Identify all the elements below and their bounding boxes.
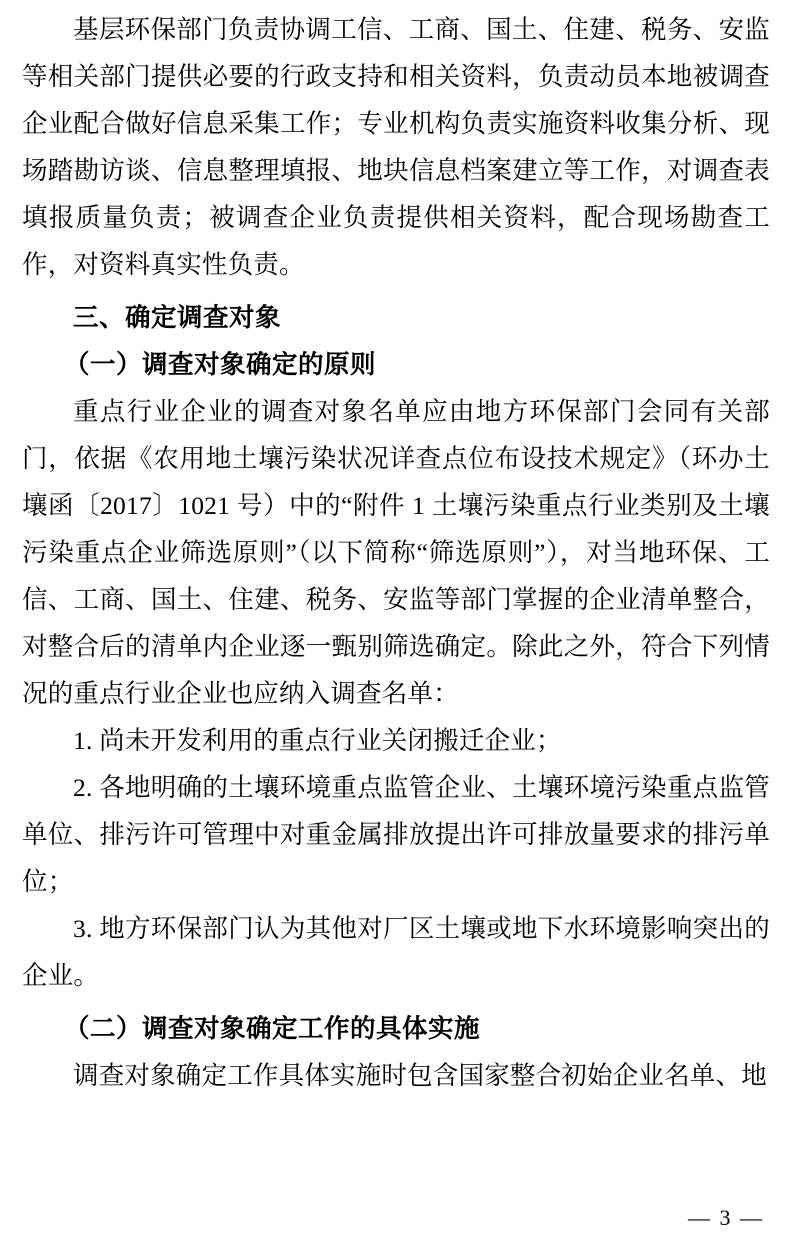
body-paragraph: 调查对象确定工作具体实施时包含国家整合初始企业名单、地 [73,1061,767,1090]
section-heading-3: 三、确定调查对象 [73,303,282,332]
subsection-heading-1: （一）调查对象确定的原则 [64,350,377,379]
list-item: 2. 各地明确的土壤环境重点监管企业、土壤环境污染重点监管单位、排污许可管理中对重金属排放提出许可排放量要求的排污单位； [22,773,770,896]
list-item: 1. 尚未开发利用的重点行业关闭搬迁企业； [73,726,562,755]
subsection-heading-2: （二）调查对象确定工作的具体实施 [64,1014,481,1043]
page-number: — 3 — [688,1205,764,1230]
body-paragraph: 基层环保部门负责协调工信、工商、国土、住建、税务、安监等相关部门提供必要的行政支持和相关资料，负责动员本地被调查企业配合做好信息采集工作；专业机构负责实施资料收集分析、现场踏勘访谈、信息整理填报、地块信息档案建立等工作，对调查表填报质量负责；被调查企业负责提供相关资料，配合现场勘查工作，对资料真实性负责。 [22,15,770,279]
body-paragraph: 重点行业企业的调查对象名单应由地方环保部门会同有关部门，依据《农用地土壤污染状况详查点位布设技术规定》（环办土壤函〔2017〕1021 号）中的“附件 1 土壤污染重点行业类别及土壤污染重点企业筛选原则”（以下简称“筛选原则”），对当地环保、工信、工商、国土、住建、税务、安监等部门掌握的企业清单整合，对整合后的清单内企业逐一甄别筛选确定。除此之外，符合下列情况的重点行业企业也应纳入调查名单： [22,397,770,708]
list-item: 3. 地方环保部门认为其他对厂区土壤或地下水环境影响突出的企业。 [22,914,770,990]
